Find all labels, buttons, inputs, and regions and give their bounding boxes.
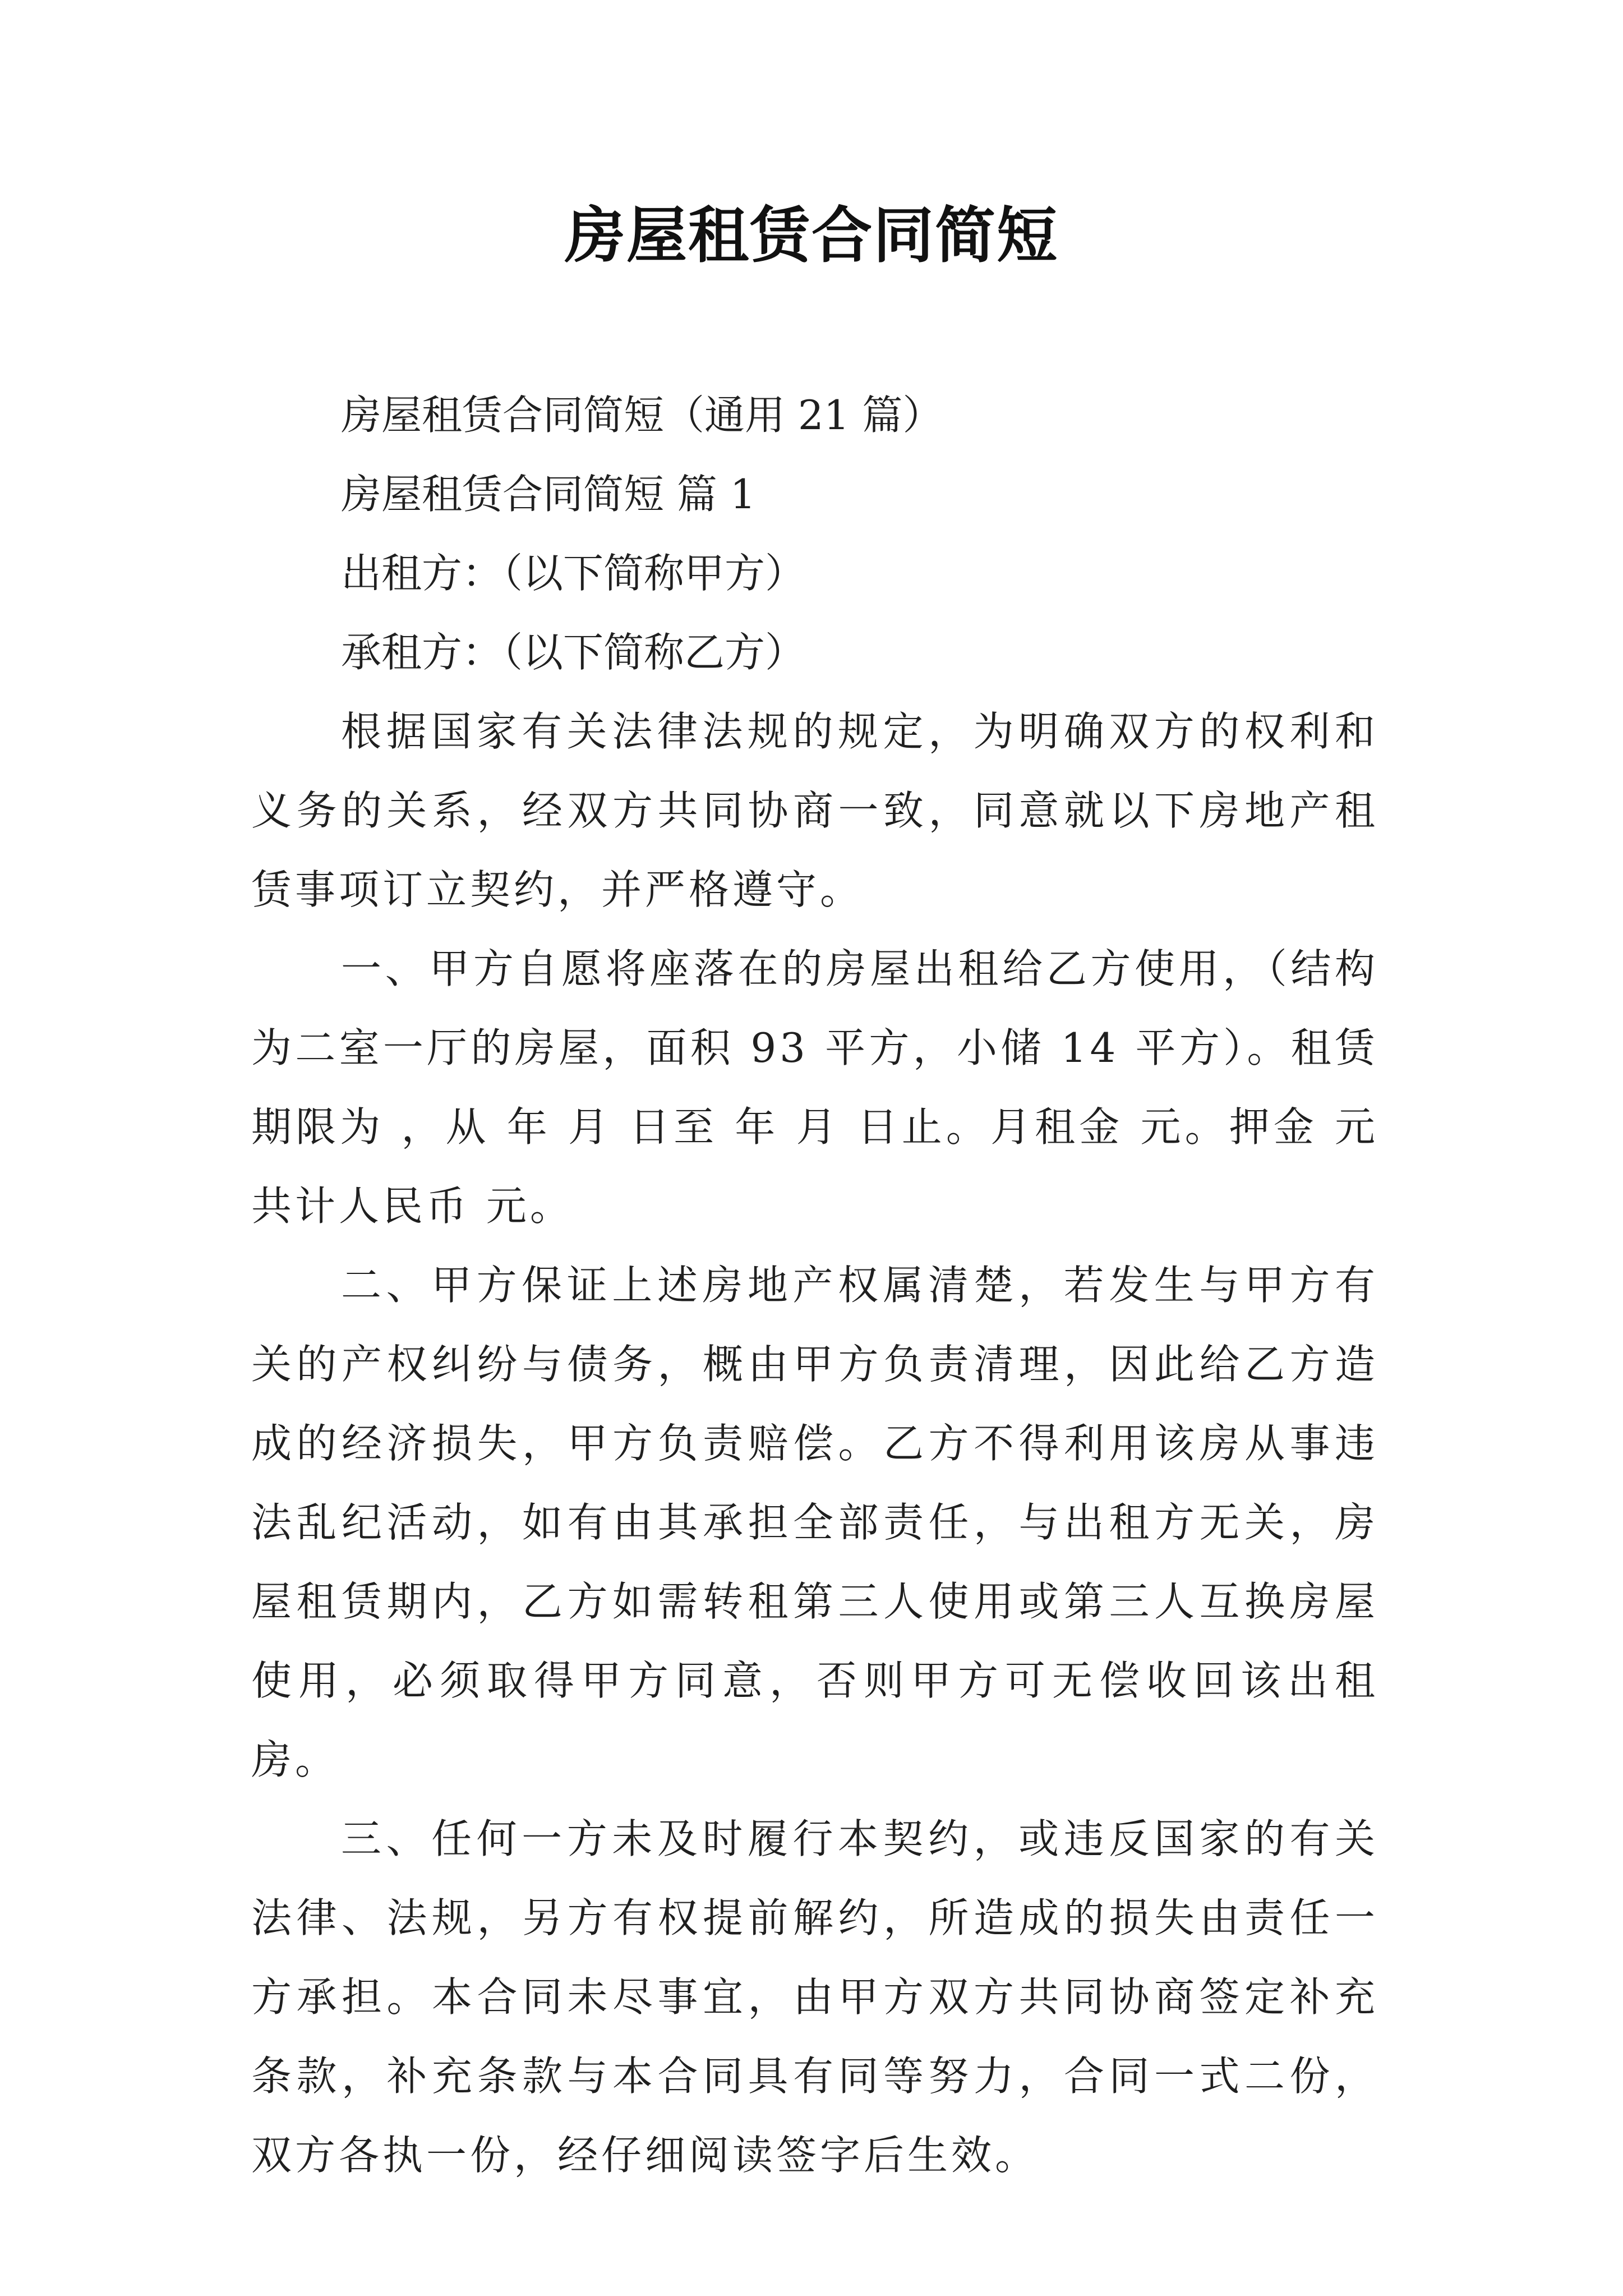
lessor-line: 出租方：（以下简称甲方）	[341, 550, 806, 597]
document-title: 房屋租赁合同简短	[564, 200, 1058, 271]
section-heading: 房屋租赁合同简短 篇 1	[341, 471, 756, 518]
clause-1-paragraph: 一、甲方自愿将座落在的房屋出租给乙方使用，（结构为二室一厅的房屋，面积 93 平方，小储 14 平方）。租赁期限为 ，从 年 月 日至 年 月 日止。月租金 元。押金 元共计人民币 元。	[251, 945, 1378, 1230]
document-body	[251, 376, 1378, 2195]
intro-paragraph: 根据国家有关法律法规的规定，为明确双方的权利和义务的关系，经双方共同协商一致，同意就以下房地产租赁事项订立契约，并严格遵守。	[251, 708, 1378, 913]
subtitle-line: 房屋租赁合同简短（通用 21 篇）	[341, 392, 943, 439]
clause-2-paragraph: 二、甲方保证上述房地产权属清楚，若发生与甲方有关的产权纠纷与债务，概由甲方负责清理，因此给乙方造成的经济损失，甲方负责赔偿。乙方不得利用该房从事违法乱纪活动，如有由其承担全部责任，与出租方无关，房屋租赁期内，乙方如需转租第三人使用或第三人互换房屋使用，必须取得甲方同意，否则甲方可无偿收回该出租房。	[251, 1262, 1378, 1783]
clause-3-paragraph: 三、任何一方未及时履行本契约，或违反国家的有关法律、法规，另方有权提前解约，所造成的损失由责任一方承担。本合同未尽事宜，由甲方双方共同协商签定补充条款，补充条款与本合同具有同等努力，合同一式二份，双方各执一份，经仔细阅读签字后生效。	[251, 1815, 1378, 2179]
lessee-line: 承租方：（以下简称乙方）	[341, 629, 806, 676]
